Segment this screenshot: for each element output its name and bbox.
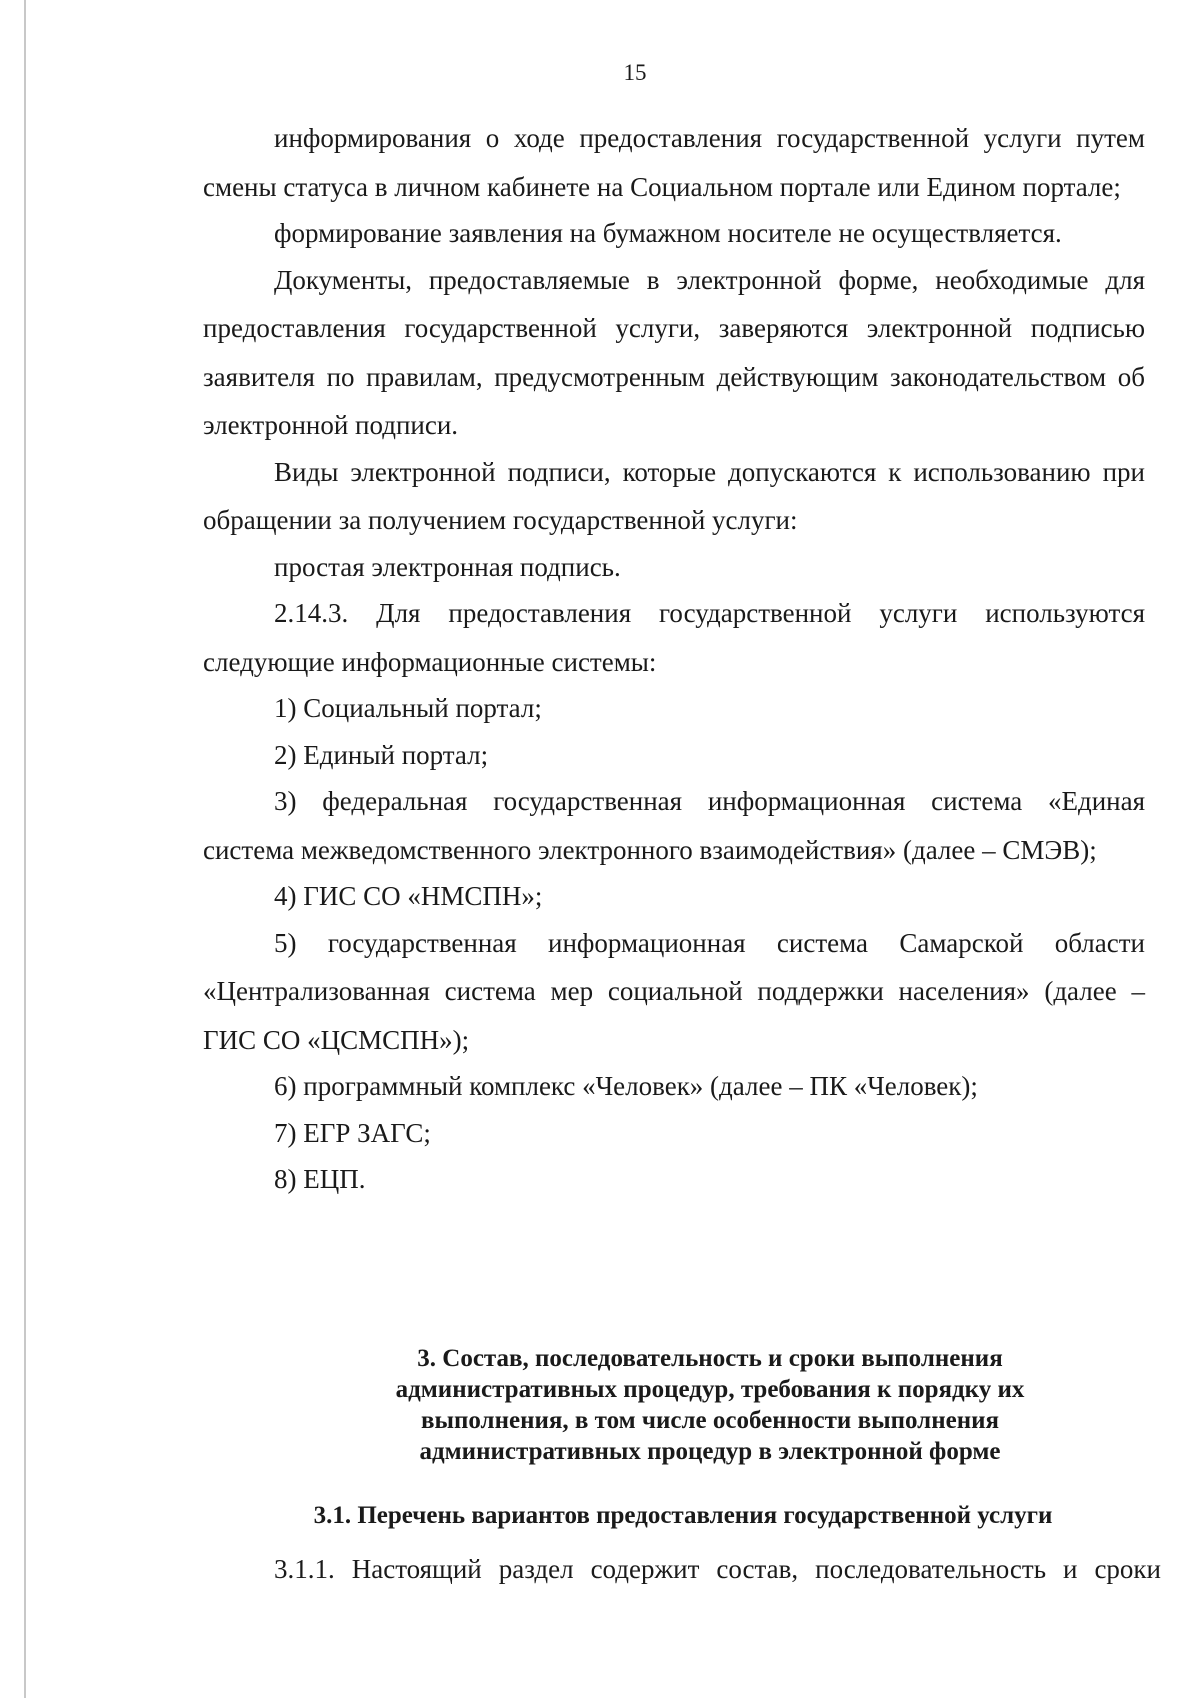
- list-item: 1) Социальный портал;: [274, 693, 542, 723]
- list-item: 8) ЕЦП.: [274, 1164, 366, 1194]
- list-item: 4) ГИС СО «НМСПН»;: [274, 881, 543, 911]
- list-item: 3) федеральная государственная информационная система «Единая система межведомственного электронного взаимодействия» (далее – СМЭВ);: [203, 786, 1145, 865]
- list-item: 7) ЕГР ЗАГС;: [274, 1117, 431, 1148]
- subsection-heading: 3.1. Перечень вариантов предоставления государственной услуги: [313, 1502, 1053, 1529]
- paragraph: 3.1.1. Настоящий раздел содержит состав, последовательность и сроки: [274, 1554, 1161, 1584]
- section-heading-line: административных процедур в электронной форме: [419, 1438, 1001, 1465]
- page-edge-line: [24, 0, 26, 1698]
- section-heading-line: административных процедур, требования к порядку их: [395, 1376, 1025, 1403]
- body-text: [203, 114, 1145, 1204]
- paragraph: 2.14.3. Для предоставления государственной услуги используются следующие информационные системы:: [203, 598, 1145, 677]
- page-number: 15: [623, 60, 647, 85]
- list-item: 5) государственная информационная система Самарской области «Централизованная система мер социальной поддержки населения» (далее – ГИС СО «ЦСМСПН»);: [203, 927, 1145, 1055]
- paragraph: Документы, предоставляемые в электронной форме, необходимые для предоставления государственной услуги, заверяются электронной подписью заявителя по правилам, предусмотренным действующим законодательством об электронной подписи.: [203, 264, 1145, 440]
- list-item: 2) Единый портал;: [274, 739, 489, 770]
- section-heading-line: выполнения, в том числе особенности выполнения: [420, 1407, 1000, 1434]
- paragraph: Виды электронной подписи, которые допускаются к использованию при обращении за получением государственной услуги:: [203, 456, 1145, 535]
- paragraph: формирование заявления на бумажном носителе не осуществляется.: [274, 218, 1062, 248]
- paragraph: простая электронная подпись.: [274, 551, 621, 582]
- paragraph-continuation: информирования о ходе предоставления государственной услуги путем смены статуса в личном кабинете на Социальном портале или Едином портале;: [203, 123, 1145, 202]
- section-heading-line: 3. Состав, последовательность и сроки выполнения: [417, 1345, 1003, 1372]
- section-heading: [280, 1343, 1140, 1467]
- list-item: 6) программный комплекс «Человек» (далее – ПК «Человек);: [274, 1071, 978, 1101]
